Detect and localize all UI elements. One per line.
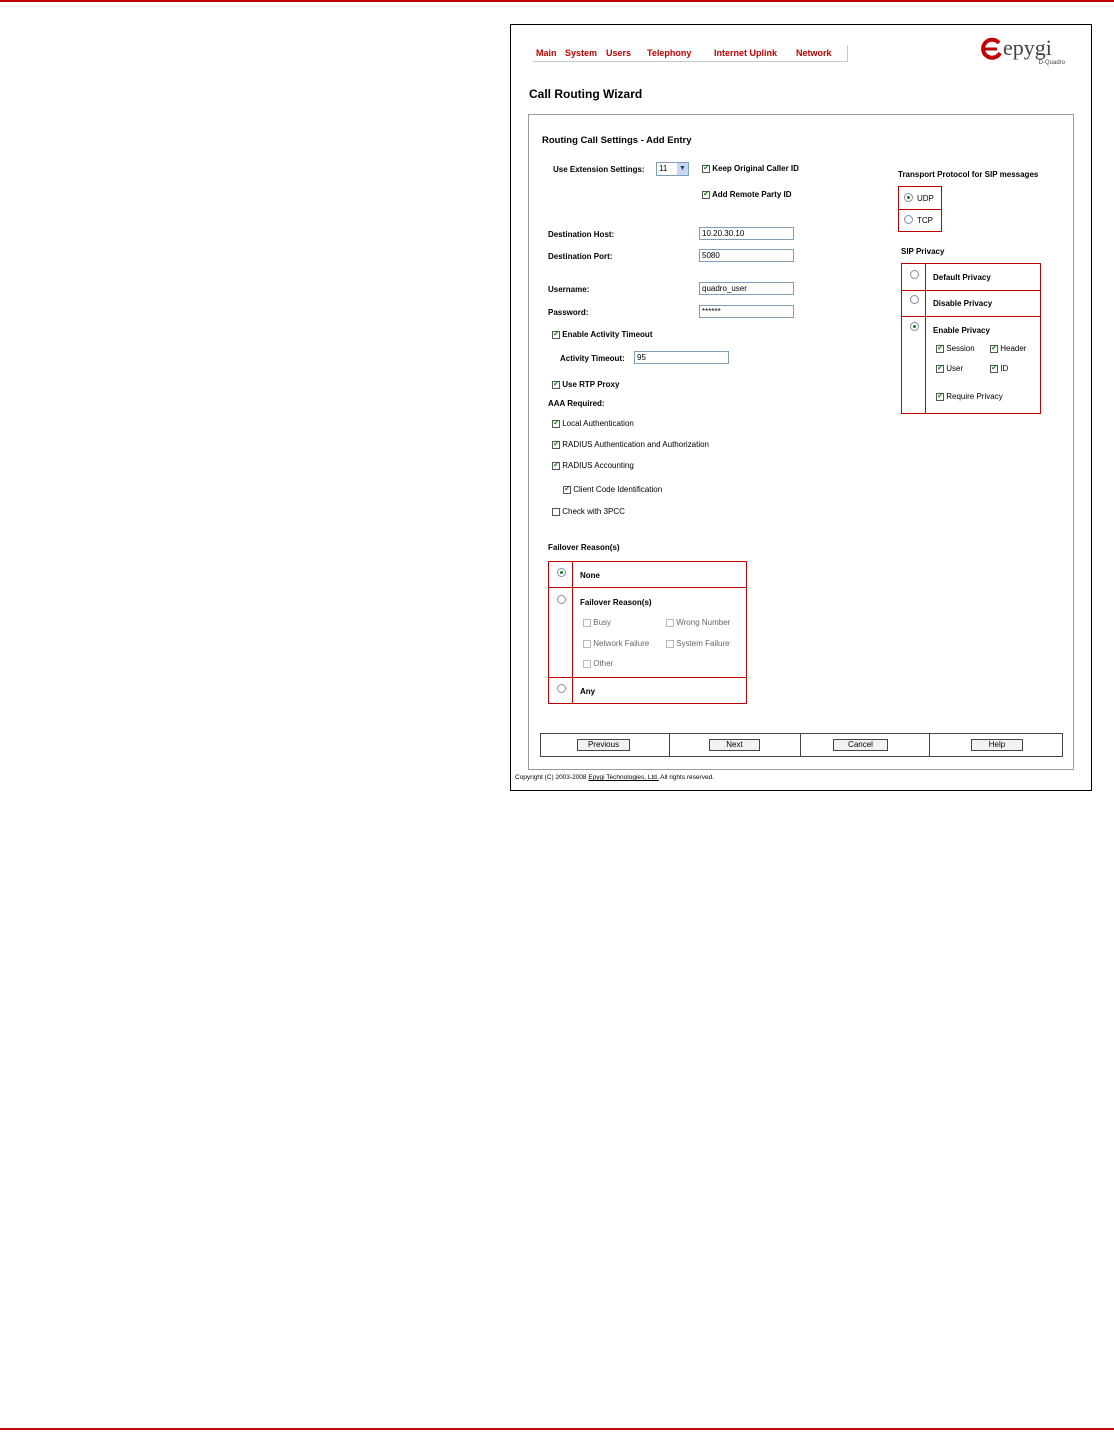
local-auth-checkbox[interactable] xyxy=(552,420,560,428)
use-extension-select[interactable] xyxy=(656,162,689,176)
failover-reasons-label: Failover Reason(s) xyxy=(580,598,652,607)
failover-reasons-row xyxy=(549,588,746,678)
enable-activity-checkbox[interactable] xyxy=(552,331,560,339)
failover-none-label: None xyxy=(580,571,600,580)
default-privacy-radio[interactable] xyxy=(910,270,919,279)
button-cell-cancel xyxy=(801,734,930,756)
settings-panel xyxy=(528,114,1074,770)
password-label: Password: xyxy=(548,308,589,317)
transport-box xyxy=(898,186,942,232)
transport-udp-option[interactable] xyxy=(899,187,941,210)
use-rtp-label: Use RTP Proxy xyxy=(562,380,620,389)
use-extension-value: 11 xyxy=(659,164,668,173)
form-heading: Routing Call Settings - Add Entry xyxy=(542,135,692,146)
use-extension-label: Use Extension Settings: xyxy=(553,165,645,174)
button-cell-previous xyxy=(541,734,670,756)
previous-button[interactable]: Previous xyxy=(577,739,630,751)
epygi-logo xyxy=(979,33,1065,71)
nav-main[interactable]: Main xyxy=(536,48,557,58)
button-bar xyxy=(540,733,1063,757)
copyright xyxy=(515,774,714,781)
check-3pcc-checkbox[interactable] xyxy=(552,508,560,516)
chevron-down-icon: ▼ xyxy=(677,163,688,175)
sip-privacy-heading: SIP Privacy xyxy=(901,247,945,256)
radius-accounting-option[interactable] xyxy=(552,461,634,470)
disable-privacy-radio[interactable] xyxy=(910,295,919,304)
activity-timeout-input[interactable]: 95 xyxy=(634,351,729,364)
enable-privacy-row xyxy=(902,317,1040,413)
username-input[interactable]: quadro_user xyxy=(699,282,794,295)
keep-caller-id-checkbox[interactable] xyxy=(702,165,710,173)
copyright-suffix: All rights reserved. xyxy=(658,774,714,781)
logo-product: D-Quadro xyxy=(1038,60,1065,66)
user-option[interactable] xyxy=(936,364,963,373)
logo-swoosh-icon xyxy=(979,37,1003,61)
keep-caller-id-label: Keep Original Caller ID xyxy=(712,164,799,173)
wrong-number-checkbox[interactable] xyxy=(666,619,674,627)
keep-caller-id-option[interactable] xyxy=(702,164,799,173)
udp-label: UDP xyxy=(917,194,934,203)
activity-timeout-label: Activity Timeout: xyxy=(560,354,625,363)
default-privacy-row xyxy=(902,264,1040,291)
radius-accounting-checkbox[interactable] xyxy=(552,462,560,470)
wrong-number-option[interactable] xyxy=(666,618,730,627)
top-nav xyxy=(533,45,848,62)
user-checkbox[interactable] xyxy=(936,365,944,373)
page-title: Call Routing Wizard xyxy=(529,87,643,101)
id-option[interactable] xyxy=(990,364,1008,373)
aaa-required-label: AAA Required: xyxy=(548,399,605,408)
default-privacy-label: Default Privacy xyxy=(933,273,991,282)
nav-system[interactable]: System xyxy=(565,48,598,58)
destination-port-input[interactable]: 5080 xyxy=(699,249,794,262)
other-label: Other xyxy=(593,659,614,668)
failover-none-row xyxy=(549,562,746,588)
tcp-radio[interactable] xyxy=(904,215,913,224)
busy-checkbox[interactable] xyxy=(583,619,591,627)
failover-none-radio[interactable] xyxy=(557,568,566,577)
button-cell-help xyxy=(930,734,1062,756)
header-option[interactable] xyxy=(990,344,1026,353)
id-label: ID xyxy=(1000,364,1009,373)
bottom-page-rule xyxy=(0,1428,1114,1430)
top-page-rule xyxy=(0,0,1114,2)
other-option[interactable] xyxy=(583,659,613,668)
id-checkbox[interactable] xyxy=(990,365,998,373)
udp-radio[interactable] xyxy=(904,193,913,202)
failover-reasons-radio[interactable] xyxy=(557,595,566,604)
enable-privacy-label: Enable Privacy xyxy=(933,326,990,335)
system-failure-option[interactable] xyxy=(666,639,730,648)
check-3pcc-label: Check with 3PCC xyxy=(562,507,625,516)
client-code-label: Client Code Identification xyxy=(573,485,663,494)
destination-host-label: Destination Host: xyxy=(548,230,615,239)
enable-activity-option[interactable] xyxy=(552,330,652,339)
destination-host-input[interactable]: 10.20.30.10 xyxy=(699,227,794,240)
session-checkbox[interactable] xyxy=(936,345,944,353)
logo-wordmark: epygi xyxy=(1003,35,1052,60)
system-failure-label: System Failure xyxy=(676,639,730,648)
screenshot-frame xyxy=(510,24,1092,791)
use-rtp-option[interactable] xyxy=(552,380,619,389)
destination-port-label: Destination Port: xyxy=(548,252,613,261)
transport-tcp-option[interactable] xyxy=(899,210,941,231)
system-failure-checkbox[interactable] xyxy=(666,640,674,648)
local-auth-option[interactable] xyxy=(552,419,634,428)
use-rtp-checkbox[interactable] xyxy=(552,381,560,389)
nav-telephony[interactable]: Telephony xyxy=(647,48,692,58)
network-failure-label: Network Failure xyxy=(593,639,650,648)
transport-heading: Transport Protocol for SIP messages xyxy=(898,170,1039,179)
next-button[interactable]: Next xyxy=(709,739,760,751)
radius-auth-label: RADIUS Authentication and Authorization xyxy=(562,440,709,449)
wrong-number-label: Wrong Number xyxy=(676,618,731,627)
radius-auth-option[interactable] xyxy=(552,440,709,449)
busy-option[interactable] xyxy=(583,618,611,627)
copyright-link[interactable]: Epygi Technologies, Ltd. xyxy=(588,774,659,781)
enable-privacy-radio[interactable] xyxy=(910,322,919,331)
check-3pcc-option[interactable] xyxy=(552,507,625,516)
user-label: User xyxy=(946,364,964,373)
username-label: Username: xyxy=(548,285,590,294)
radius-accounting-label: RADIUS Accounting xyxy=(562,461,634,470)
add-remote-party-label: Add Remote Party ID xyxy=(711,190,792,199)
header-label: Header xyxy=(1000,344,1027,353)
failover-any-label: Any xyxy=(580,687,596,696)
help-button[interactable]: Help xyxy=(971,739,1023,751)
disable-privacy-label: Disable Privacy xyxy=(933,299,993,308)
tcp-label: TCP xyxy=(917,216,933,225)
password-input[interactable]: ****** xyxy=(699,305,794,318)
sip-privacy-box xyxy=(901,263,1041,414)
busy-label: Busy xyxy=(593,618,612,627)
radius-auth-checkbox[interactable] xyxy=(552,441,560,449)
failover-box xyxy=(548,561,747,704)
network-failure-option[interactable] xyxy=(583,639,649,648)
nav-internet-uplink[interactable]: Internet Uplink xyxy=(714,48,778,58)
nav-users[interactable]: Users xyxy=(606,48,632,58)
network-failure-checkbox[interactable] xyxy=(583,640,591,648)
button-cell-next xyxy=(670,734,801,756)
session-option[interactable] xyxy=(936,344,975,353)
nav-network[interactable]: Network xyxy=(796,48,832,58)
failover-any-radio[interactable] xyxy=(557,684,566,693)
copyright-prefix: Copyright (C) 2003-2008 xyxy=(515,774,589,781)
require-privacy-label: Require Privacy xyxy=(946,392,1003,401)
failover-heading: Failover Reason(s) xyxy=(548,543,620,552)
enable-activity-label: Enable Activity Timeout xyxy=(562,330,653,339)
require-privacy-checkbox[interactable] xyxy=(936,393,944,401)
other-checkbox[interactable] xyxy=(583,660,591,668)
add-remote-party-option[interactable] xyxy=(702,190,792,199)
require-privacy-option[interactable] xyxy=(936,392,1003,401)
client-code-option[interactable] xyxy=(563,485,662,494)
client-code-checkbox[interactable] xyxy=(563,486,571,494)
add-remote-party-checkbox[interactable] xyxy=(702,191,710,199)
session-label: Session xyxy=(946,344,975,353)
local-auth-label: Local Authentication xyxy=(562,419,634,428)
failover-any-row xyxy=(549,678,746,703)
cancel-button[interactable]: Cancel xyxy=(833,739,888,751)
disable-privacy-row xyxy=(902,291,1040,317)
header-checkbox[interactable] xyxy=(990,345,998,353)
